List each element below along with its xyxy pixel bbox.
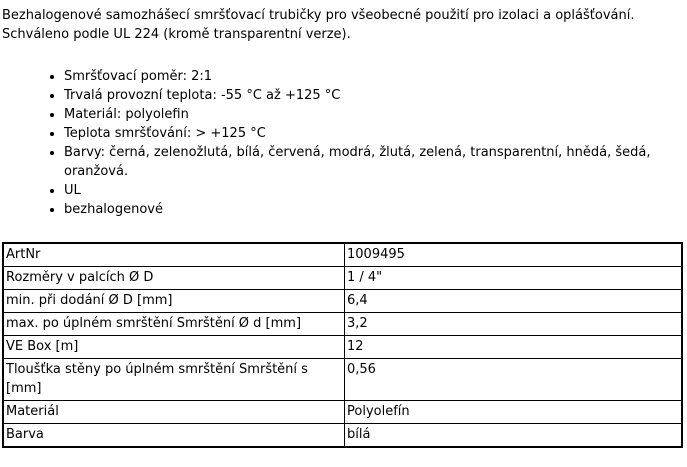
feature-item-shrink-temp: • Teplota smršťování: > +125 °C bbox=[64, 124, 683, 143]
spec-value: 3,2 bbox=[345, 313, 683, 336]
spec-label: Tloušťka stěny po úplném smrštění Smrštění s [mm] bbox=[3, 359, 345, 401]
feature-item-operating-temp: • Trvalá provozní teplota: -55 °C až +125 °C bbox=[64, 86, 683, 105]
spec-label: min. při dodání Ø D [mm] bbox=[3, 290, 345, 313]
spec-value: bílá bbox=[345, 424, 683, 448]
spec-row-min-diameter bbox=[3, 290, 682, 313]
feature-list bbox=[2, 67, 683, 219]
spec-value: 1 / 4" bbox=[345, 267, 683, 290]
spec-row-ve-box bbox=[3, 336, 682, 359]
feature-item-halogen-free: • bezhalogenové bbox=[64, 200, 683, 219]
feature-item-ul: • UL bbox=[64, 181, 683, 200]
spec-label: max. po úplném smrštění Smrštění Ø d [mm] bbox=[3, 313, 345, 336]
feature-item-colors: • Barvy: černá, zelenožlutá, bílá, červená, modrá, žlutá, zelená, transparentní, hnědá, šedá, oranžová. bbox=[64, 143, 683, 181]
spec-label: Rozměry v palcích Ø D bbox=[3, 267, 345, 290]
spec-label: VE Box [m] bbox=[3, 336, 345, 359]
spec-table bbox=[2, 242, 683, 448]
spec-row-wall-thickness bbox=[3, 359, 682, 401]
spec-row-size-inches bbox=[3, 267, 682, 290]
spec-value: Polyolefín bbox=[345, 401, 683, 424]
product-description: Bezhalogenové samozhášecí smršťovací trubičky pro všeobecné použití pro izolaci a oplášťování. Schváleno podle UL 224 (kromě transparentní verze). bbox=[2, 8, 635, 42]
spec-value: 6,4 bbox=[345, 290, 683, 313]
spec-label: ArtNr bbox=[3, 243, 345, 267]
feature-item-shrink-ratio: • Smršťovací poměr: 2:1 bbox=[64, 67, 683, 86]
feature-item-material: • Materiál: polyolefin bbox=[64, 105, 683, 124]
spec-label: Materiál bbox=[3, 401, 345, 424]
spec-value: 0,56 bbox=[345, 359, 683, 401]
spec-label: Barva bbox=[3, 424, 345, 448]
spec-row-artnr bbox=[3, 243, 682, 267]
spec-row-color bbox=[3, 424, 682, 448]
spec-row-max-shrunk-diameter bbox=[3, 313, 682, 336]
spec-value: 12 bbox=[345, 336, 683, 359]
spec-row-material bbox=[3, 401, 682, 424]
spec-value: 1009495 bbox=[345, 243, 683, 267]
